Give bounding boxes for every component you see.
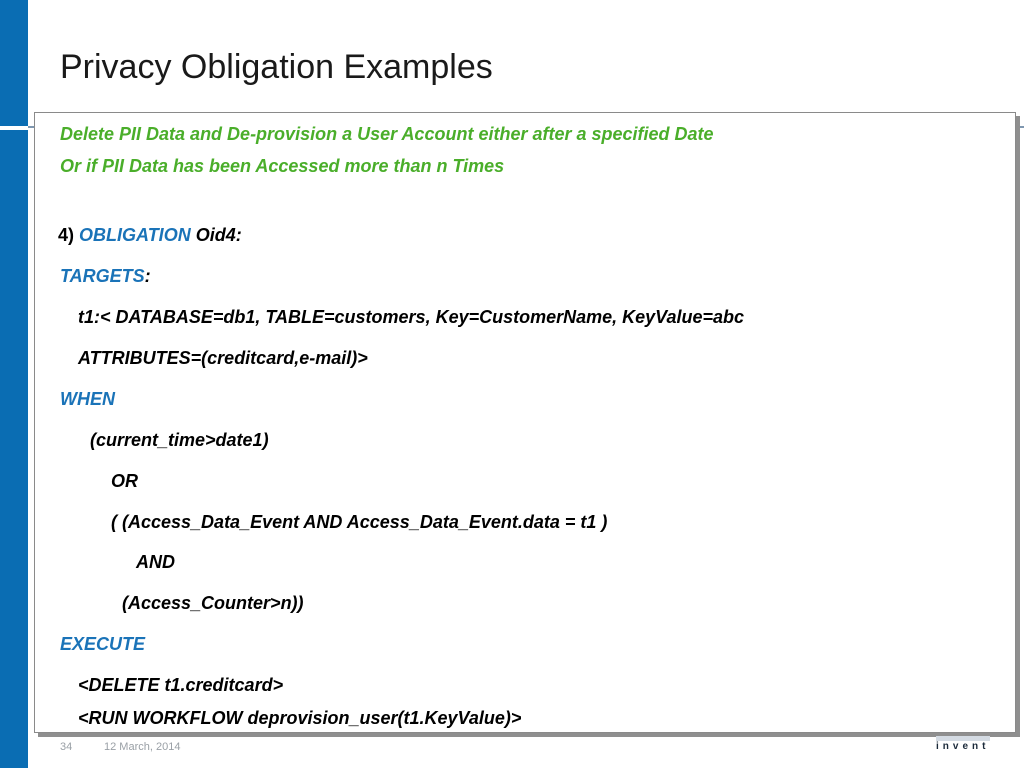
left-accent-bar bbox=[0, 0, 28, 768]
condition-1: (current_time>date1) bbox=[90, 430, 269, 450]
targets-keyword: TARGETS bbox=[60, 266, 145, 286]
page-number: 34 bbox=[60, 741, 73, 753]
execute-keyword: EXECUTE bbox=[60, 634, 146, 654]
condition-2: ( (Access_Data_Event AND Access_Data_Event.data = t1 ) bbox=[111, 512, 608, 532]
obligation-header bbox=[58, 224, 242, 246]
action-1: <DELETE t1.creditcard> bbox=[78, 675, 284, 695]
condition-3: (Access_Counter>n)) bbox=[122, 593, 304, 613]
logo-text: invent bbox=[936, 741, 990, 752]
condition-and: AND bbox=[136, 552, 175, 572]
obligation-id: Oid4: bbox=[195, 225, 242, 245]
action-2: <RUN WORKFLOW deprovision_user(t1.KeyValue)> bbox=[78, 708, 522, 728]
targets-colon: : bbox=[144, 266, 151, 286]
intro-line-2: Or if PII Data has been Accessed more than n Times bbox=[60, 156, 505, 176]
target-line-1: t1:< DATABASE=db1, TABLE=customers, Key=CustomerName, KeyValue=abc bbox=[78, 307, 745, 327]
slide-title: Privacy Obligation Examples bbox=[60, 48, 493, 86]
targets-header bbox=[60, 265, 151, 287]
content-box bbox=[34, 112, 1016, 733]
obligation-number: 4) bbox=[58, 225, 75, 245]
intro-line-1: Delete PII Data and De-provision a User Account either after a specified Date bbox=[60, 124, 714, 144]
obligation-keyword: OBLIGATION bbox=[79, 225, 191, 245]
condition-or: OR bbox=[111, 471, 138, 491]
company-logo bbox=[934, 736, 992, 754]
when-keyword: WHEN bbox=[60, 389, 115, 409]
left-bar-notch bbox=[0, 126, 28, 130]
target-line-2: ATTRIBUTES=(creditcard,e-mail)> bbox=[78, 348, 368, 368]
footer-date: 12 March, 2014 bbox=[104, 741, 181, 753]
